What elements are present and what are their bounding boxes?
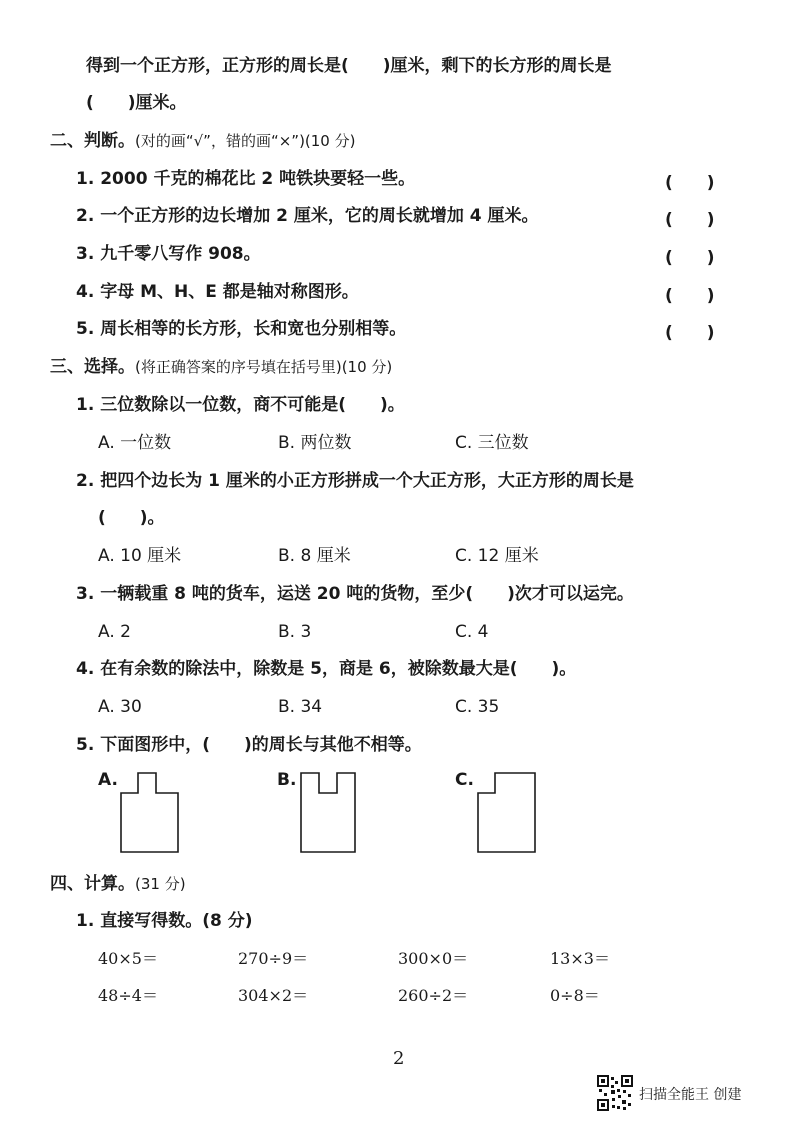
judge-answer-5[interactable]: ( ) xyxy=(665,323,715,343)
calc-r2-c2: 304×2＝ xyxy=(238,986,309,1005)
judge-answer-3[interactable]: ( ) xyxy=(665,248,715,268)
choice-question-2: 2. 把四个边长为 1 厘米的小正方形拼成一个大正方形，大正方形的周长是 xyxy=(76,471,634,491)
figure-c-label: C. xyxy=(455,770,474,790)
calc-r1-c2: 270÷9＝ xyxy=(238,949,309,968)
q2-option-a[interactable]: A. 10 厘米 xyxy=(98,546,182,566)
q4-option-a[interactable]: A. 30 xyxy=(98,697,142,717)
q4-option-c[interactable]: C. 35 xyxy=(455,697,500,717)
choice-question-1: 1. 三位数除以一位数，商不可能是( )。 xyxy=(76,395,405,415)
choice-question-2-cont: ( )。 xyxy=(98,508,165,528)
judge-item-4: 4. 字母 M、H、E 都是轴对称图形。 xyxy=(76,282,359,302)
watermark-text: 扫描全能王 创建 xyxy=(639,1087,742,1103)
q2-option-c[interactable]: C. 12 厘米 xyxy=(455,546,539,566)
q3-option-c[interactable]: C. 4 xyxy=(455,622,489,642)
q1-option-a[interactable]: A. 一位数 xyxy=(98,433,172,453)
q3-option-a[interactable]: A. 2 xyxy=(98,622,131,642)
figure-b-label: B. xyxy=(277,770,297,790)
section-2-heading xyxy=(50,130,355,152)
figure-c[interactable] xyxy=(455,770,545,860)
section-3-note: (将正确答案的序号填在括号里)(10 分) xyxy=(135,358,393,376)
calc-r2-c3: 260÷2＝ xyxy=(398,986,469,1005)
figure-a-label: A. xyxy=(98,770,118,790)
section-4-note: (31 分) xyxy=(135,875,186,893)
section-4-heading xyxy=(50,873,186,895)
choice-question-4: 4. 在有余数的除法中，除数是 5，商是 6，被除数最大是( )。 xyxy=(76,659,577,679)
section-2-note: (对的画“√”，错的画“×”)(10 分) xyxy=(135,132,356,150)
section-4-sub-1: 1. 直接写得数。(8 分) xyxy=(76,911,253,931)
continuation-line-1: 得到一个正方形，正方形的周长是( )厘米，剩下的长方形的周长是 xyxy=(86,56,612,76)
q3-option-b[interactable]: B. 3 xyxy=(278,622,312,642)
choice-question-5: 5. 下面图形中，( )的周长与其他不相等。 xyxy=(76,735,422,755)
section-3-heading xyxy=(50,356,392,378)
figure-b[interactable] xyxy=(277,770,367,860)
q1-option-b[interactable]: B. 两位数 xyxy=(278,433,352,453)
q1-option-c[interactable]: C. 三位数 xyxy=(455,433,529,453)
calc-r2-c1: 48÷4＝ xyxy=(98,986,158,1005)
calc-r1-c1: 40×5＝ xyxy=(98,949,158,968)
qr-code-icon xyxy=(597,1075,633,1111)
calc-r1-c4: 13×3＝ xyxy=(550,949,610,968)
section-3-title: 三、选择。 xyxy=(50,357,135,377)
section-4-title: 四、计算。 xyxy=(50,874,135,894)
q2-option-b[interactable]: B. 8 厘米 xyxy=(278,546,351,566)
calc-r2-c4: 0÷8＝ xyxy=(550,986,600,1005)
calc-r1-c3: 300×0＝ xyxy=(398,949,469,968)
judge-answer-4[interactable]: ( ) xyxy=(665,286,715,306)
figure-a[interactable] xyxy=(98,770,188,860)
q4-option-b[interactable]: B. 34 xyxy=(278,697,323,717)
choice-question-3: 3. 一辆载重 8 吨的货车，运送 20 吨的货物，至少( )次才可以运完。 xyxy=(76,584,634,604)
continuation-line-2: ( )厘米。 xyxy=(86,93,187,113)
judge-item-2: 2. 一个正方形的边长增加 2 厘米，它的周长就增加 4 厘米。 xyxy=(76,206,539,226)
section-2-title: 二、判断。 xyxy=(50,131,135,151)
page-number: 2 xyxy=(393,1048,405,1069)
judge-answer-1[interactable]: ( ) xyxy=(665,173,715,193)
judge-answer-2[interactable]: ( ) xyxy=(665,210,715,230)
judge-item-3: 3. 九千零八写作 908。 xyxy=(76,244,261,264)
judge-item-5: 5. 周长相等的长方形，长和宽也分别相等。 xyxy=(76,319,407,339)
judge-item-1: 1. 2000 千克的棉花比 2 吨铁块要轻一些。 xyxy=(76,169,416,189)
